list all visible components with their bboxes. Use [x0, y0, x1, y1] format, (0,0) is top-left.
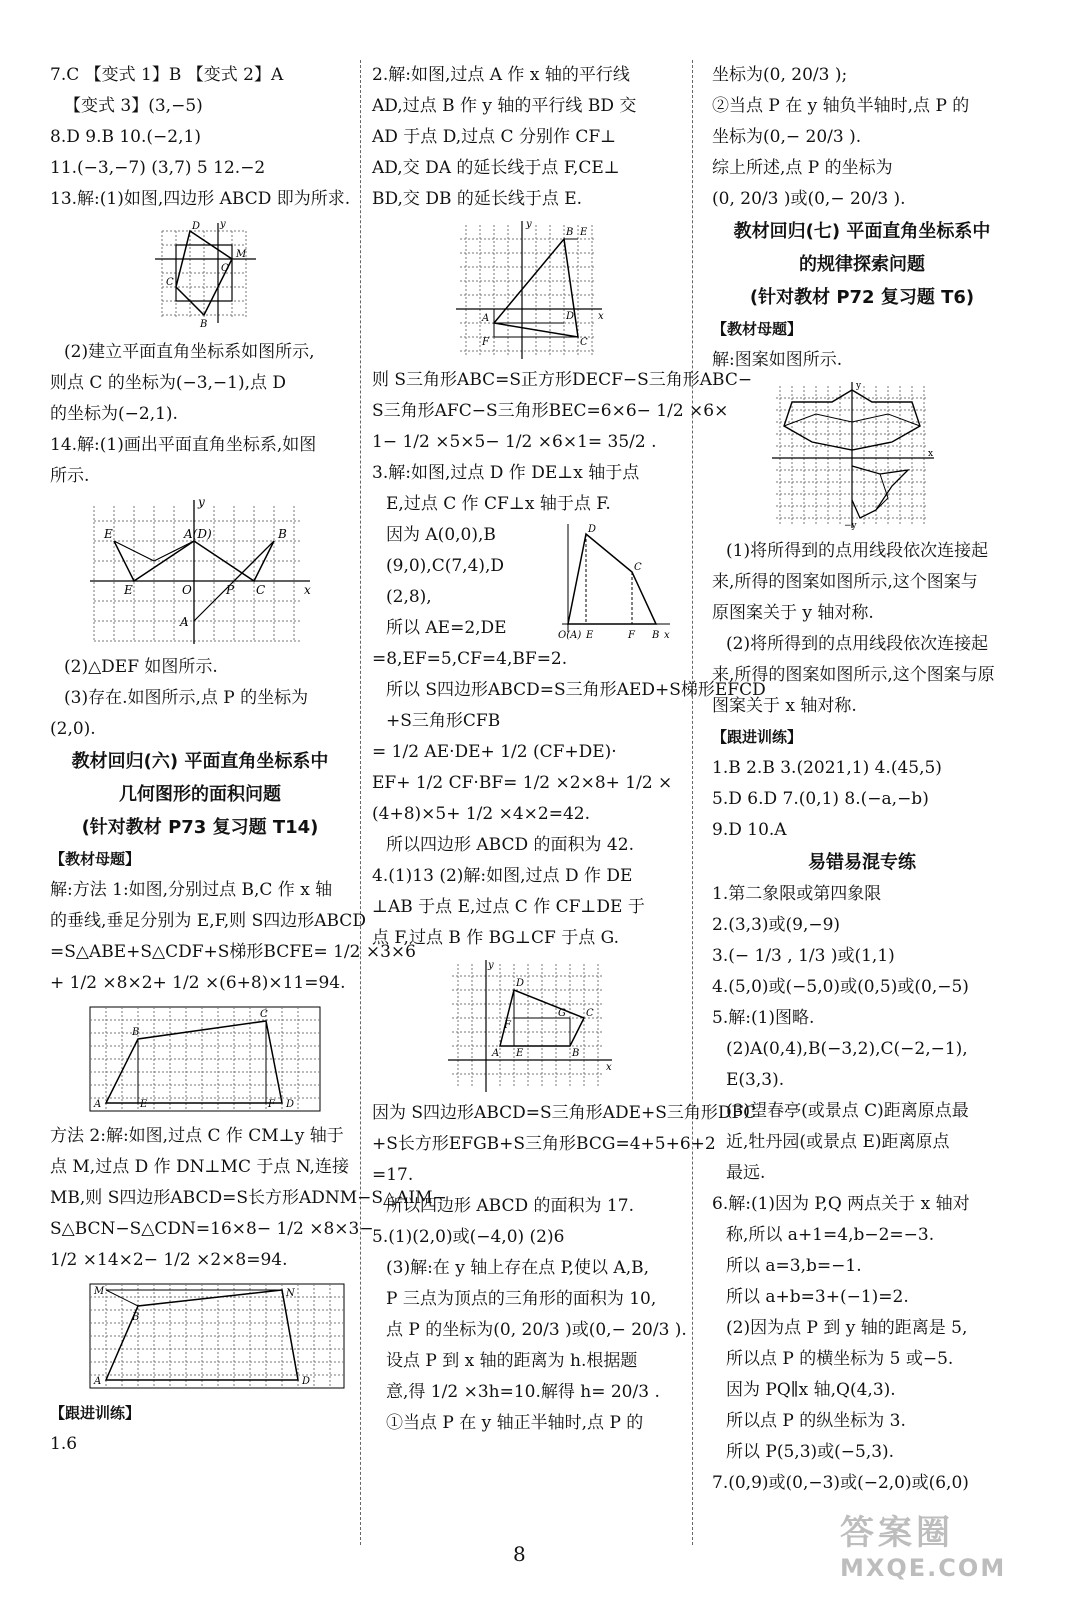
svg-text:M: M [94, 1286, 105, 1297]
answer-line: 7.(0,9)或(0,−3)或(−2,0)或(6,0) [712, 1473, 969, 1493]
answer-line: 5.(1)(2,0)或(−4,0) (2)6 [372, 1227, 565, 1247]
grid-figure-method2 [50, 1280, 350, 1392]
svg-text:F: F [628, 630, 635, 641]
answer-line: 点 P 的坐标为(0, 20/3 )或(0,− 20/3 ). [386, 1320, 687, 1340]
answer-line: 解:方法 1:如图,分别过点 B,C 作 x 轴 [50, 880, 333, 900]
answer-line: 则点 C 的坐标为(−3,−1),点 D [50, 373, 287, 393]
svg-text:C: C [634, 562, 642, 573]
answer-line: 因为 S四边形ABCD=S三角形ADE+S三角形DFC [372, 1103, 757, 1123]
answer-line: 4.(5,0)或(−5,0)或(0,5)或(0,−5) [712, 977, 969, 997]
answer-line: BD,交 DB 的延长线于点 E. [372, 189, 583, 209]
answer-line: 所以 a+b=3+(−1)=2. [726, 1287, 909, 1307]
answer-line: 因为 PQ∥x 轴,Q(4,3). [726, 1380, 896, 1400]
svg-text:E: E [580, 227, 588, 238]
svg-text:D: D [516, 978, 525, 989]
svg-text:G: G [558, 1008, 566, 1019]
answer-line: (3)望春亭(或景点 C)距离原点最 [726, 1101, 969, 1121]
svg-text:A: A [180, 615, 189, 629]
svg-text:E: E [140, 1099, 148, 1110]
svg-text:x: x [606, 1062, 612, 1073]
watermark-logo [840, 1505, 1006, 1582]
answer-line: AD,过点 B 作 y 轴的平行线 BD 交 [372, 96, 637, 116]
column-divider [360, 60, 362, 1545]
svg-text:B: B [278, 527, 287, 541]
answer-line: 原图案关于 y 轴对称. [712, 603, 874, 623]
answer-line: 坐标为(0,− 20/3 ). [712, 127, 862, 147]
answer-line: 图案关于 x 轴对称. [712, 696, 857, 716]
svg-text:C: C [260, 1009, 268, 1020]
answer-line: 所以 S四边形ABCD=S三角形AED+S梯形EFCD [386, 680, 766, 700]
answer-line: 所以点 P 的纵坐标为 3. [726, 1411, 906, 1431]
answer-line: ⊥AB 于点 E,过点 C 作 CF⊥DE 于 [372, 897, 645, 917]
svg-text:B: B [572, 1048, 580, 1059]
svg-text:E: E [586, 630, 594, 641]
svg-text:B: B [132, 1027, 140, 1038]
answer-line: =S△ABE+S△CDF+S梯形BCFE= 1/2 ×3×6 [50, 942, 416, 962]
svg-text:y: y [526, 219, 532, 230]
svg-text:A(D): A(D) [184, 527, 212, 541]
svg-text:y: y [488, 960, 494, 971]
answer-line: (2)因为点 P 到 y 轴的距离是 5, [726, 1318, 968, 1338]
answer-line: 称,所以 a+1=4,b−2=−3. [726, 1225, 935, 1245]
answer-line: 意,得 1/2 ×3h=10.解得 h= 20/3 . [386, 1382, 660, 1402]
svg-text:y: y [856, 381, 862, 391]
svg-text:D: D [286, 1099, 295, 1110]
answer-line: 【变式 3】(3,−5) [64, 96, 203, 116]
answer-line: 14.解:(1)画出平面直角坐标系,如图 [50, 435, 317, 455]
answer-line: S△BCN−S△CDN=16×8− 1/2 ×8×3− [50, 1219, 374, 1239]
answer-line: (2)A(0,4),B(−3,2),C(−2,−1), [726, 1039, 968, 1059]
answer-line: (0, 20/3 )或(0,− 20/3 ). [712, 189, 906, 209]
answer-line: E,过点 C 作 CF⊥x 轴于点 F. [386, 494, 611, 514]
section-heading: 易错易混专练 [808, 852, 916, 873]
grid-figure-q14 [50, 496, 350, 646]
grid-figure-method1 [50, 1003, 350, 1115]
answer-line: 所以 AE=2,DE [386, 618, 507, 638]
svg-text:x: x [664, 630, 670, 641]
svg-text:F: F [482, 337, 489, 348]
tag-label: 【跟进训练】 [712, 728, 803, 746]
svg-text:O: O [182, 583, 192, 597]
answer-line: 设点 P 到 x 轴的距离为 h.根据题 [386, 1351, 638, 1371]
grid-figure-q4 [372, 958, 678, 1092]
answer-line: 因为 A(0,0),B [386, 525, 496, 545]
answer-line: (1)将所得到的点用线段依次连接起 [726, 541, 989, 561]
answer-line: 所以四边形 ABCD 的面积为 42. [386, 835, 634, 855]
answer-line: (2,8), [386, 587, 432, 607]
watermark-site-text: MXQE.COM [840, 1554, 1007, 1582]
answer-line: (9,0),C(7,4),D [386, 556, 505, 576]
answer-line: (3)存在.如图所示,点 P 的坐标为 [64, 688, 309, 708]
answer-line: 点 M,过点 D 作 DN⊥MC 于点 N,连接 [50, 1157, 349, 1177]
answer-line: S三角形AFC−S三角形BEC=6×6− 1/2 ×6× [372, 401, 729, 421]
svg-text:E: E [516, 1048, 524, 1059]
answer-line: 坐标为(0, 20/3 ); [712, 65, 848, 85]
answer-line: ①当点 P 在 y 轴正半轴时,点 P 的 [386, 1413, 644, 1433]
grid-figure-q13 [50, 219, 350, 331]
svg-text:F: F [504, 1020, 511, 1031]
svg-text:O: O [221, 263, 230, 274]
svg-text:C: C [580, 337, 588, 348]
svg-text:C: C [586, 1008, 594, 1019]
tag-label: 【教材母题】 [50, 850, 141, 868]
answer-line: 2.(3,3)或(9,−9) [712, 915, 841, 935]
answer-line: P 三点为顶点的三角形的面积为 10, [386, 1289, 657, 1309]
svg-text:−y: −y [844, 521, 857, 531]
answer-line: 1.B 2.B 3.(2021,1) 4.(45,5) [712, 758, 942, 778]
answer-line: +S三角形CFB [386, 711, 501, 731]
answer-line: 9.D 10.A [712, 820, 787, 840]
answer-line: 方法 2:解:如图,过点 C 作 CM⊥y 轴于 [50, 1126, 344, 1146]
answer-line: 1.第二象限或第四象限 [712, 884, 882, 904]
answer-line: MB,则 S四边形ABCD=S长方形ADNM−S△AIM− [50, 1188, 447, 1208]
answer-line: 近,牡丹园(或景点 E)距离原点 [726, 1132, 950, 1152]
answer-line: 的坐标为(−2,1). [50, 404, 178, 424]
answer-line: (2,0). [50, 719, 96, 739]
answer-line: 1− 1/2 ×5×5− 1/2 ×6×1= 35/2 . [372, 432, 657, 452]
svg-text:B: B [652, 630, 660, 641]
answer-line: 13.解:(1)如图,四边形 ABCD 即为所求. [50, 189, 351, 209]
column-right [712, 60, 1012, 1499]
answer-line: (4+8)×5+ 1/2 ×4×2=42. [372, 804, 591, 824]
svg-text:F: F [268, 1099, 275, 1110]
answer-line: AD 于点 D,过点 C 分别作 CF⊥ [372, 127, 617, 147]
answer-line: (3)解:在 y 轴上存在点 P,使以 A,B, [386, 1258, 650, 1278]
answer-line: 1/2 ×14×2− 1/2 ×2×8=94. [50, 1250, 288, 1270]
answer-line: = 1/2 AE·DE+ 1/2 (CF+DE)· [372, 742, 617, 762]
section-heading: 教材回归(七) 平面直角坐标系中 [733, 221, 991, 242]
svg-text:E: E [124, 583, 133, 597]
svg-text:N: N [286, 1288, 295, 1299]
svg-text:A: A [492, 1048, 500, 1059]
answer-line: +S长方形EFGB+S三角形BCG=4+5+6+2 [372, 1134, 716, 1154]
svg-text:B: B [566, 227, 574, 238]
section-heading: 几何图形的面积问题 [119, 784, 281, 805]
column-divider [692, 60, 694, 1545]
answer-line: (2)将所得到的点用线段依次连接起 [726, 634, 989, 654]
tag-label: 【教材母题】 [712, 320, 803, 338]
answer-line: 点 F,过点 B 作 BG⊥CF 于点 G. [372, 928, 620, 948]
answer-line: 5.解:(1)图略. [712, 1008, 815, 1028]
svg-text:E: E [104, 527, 113, 541]
grid-figure-q2 [372, 219, 678, 359]
svg-text:O(A): O(A) [558, 630, 582, 641]
answer-line: 6.解:(1)因为 P,Q 两点关于 x 轴对 [712, 1194, 970, 1214]
answer-line: E(3,3). [726, 1070, 785, 1090]
answer-line: =17. [372, 1165, 414, 1185]
answer-line: 综上所述,点 P 的坐标为 [712, 158, 893, 178]
answer-line: 3.解:如图,过点 D 作 DE⊥x 轴于点 [372, 463, 640, 483]
answer-line: (2)建立平面直角坐标系如图所示, [64, 342, 315, 362]
section-subheading: (针对教材 P73 复习题 T14) [81, 817, 319, 838]
answer-line: 7.C 【变式 1】B 【变式 2】A [50, 65, 284, 85]
svg-text:y: y [220, 219, 226, 230]
svg-text:C: C [256, 583, 266, 597]
answer-line: 8.D 9.B 10.(−2,1) [50, 127, 201, 147]
svg-text:y: y [198, 495, 205, 509]
answer-line: 3.(− 1/3 , 1/3 )或(1,1) [712, 946, 895, 966]
page-number: 8 [513, 1542, 526, 1566]
svg-text:x: x [928, 449, 934, 459]
watermark-logo-text: 答案圈 [840, 1513, 954, 1553]
answer-line: 所以 a=3,b=−1. [726, 1256, 862, 1276]
svg-text:D: D [566, 311, 575, 322]
svg-text:C: C [166, 277, 174, 288]
answer-line: 2.解:如图,过点 A 作 x 轴的平行线 [372, 65, 630, 85]
answer-line: (2)△DEF 如图所示. [64, 657, 218, 677]
answer-line: 所示. [50, 466, 90, 486]
svg-text:B: B [132, 1312, 140, 1323]
answer-line: 4.(1)13 (2)解:如图,过点 D 作 DE [372, 866, 633, 886]
svg-text:x: x [598, 311, 604, 322]
section-subheading: (针对教材 P72 复习题 T6) [749, 287, 975, 308]
answer-line: 则 S三角形ABC=S正方形DECF−S三角形ABC− [372, 370, 753, 390]
answer-line: 5.D 6.D 7.(0,1) 8.(−a,−b) [712, 789, 929, 809]
answer-line: ②当点 P 在 y 轴负半轴时,点 P 的 [712, 96, 970, 116]
svg-text:A: A [94, 1099, 102, 1110]
svg-text:M: M [236, 249, 247, 260]
answer-line: 来,所得的图案如图所示,这个图案与 [712, 572, 978, 592]
svg-text:D: D [588, 524, 597, 535]
answer-line: AD,交 DA 的延长线于点 F,CE⊥ [372, 158, 620, 178]
grid-figure-pattern [712, 380, 1012, 530]
answer-line: 所以 P(5,3)或(−5,3). [726, 1442, 895, 1462]
svg-text:D: D [302, 1376, 311, 1387]
svg-text:x: x [304, 583, 311, 597]
q3-block [372, 520, 678, 644]
answer-line: 所以四边形 ABCD 的面积为 17. [386, 1196, 634, 1216]
answer-line: 来,所得的图案如图所示,这个图案与原 [712, 665, 995, 685]
answer-line: =8,EF=5,CF=4,BF=2. [372, 649, 568, 669]
tag-label: 【跟进训练】 [50, 1404, 141, 1422]
answer-line: EF+ 1/2 CF·BF= 1/2 ×2×8+ 1/2 × [372, 773, 673, 793]
section-heading: 教材回归(六) 平面直角坐标系中 [71, 751, 329, 772]
answer-line: 所以点 P 的横坐标为 5 或−5. [726, 1349, 954, 1369]
svg-text:P: P [226, 583, 235, 597]
svg-text:D: D [192, 221, 201, 232]
answer-line: 1.6 [50, 1434, 78, 1454]
answer-line: 11.(−3,−7) (3,7) 5 12.−2 [50, 158, 266, 178]
section-heading: 的规律探索问题 [799, 254, 925, 275]
answer-line: 最远. [726, 1163, 766, 1183]
answer-line: 的垂线,垂足分别为 E,F,则 S四边形ABCD [50, 911, 366, 931]
svg-text:B: B [200, 319, 208, 330]
answer-line: 解:图案如图所示. [712, 350, 843, 370]
svg-text:A: A [482, 313, 490, 324]
figure-q3 [556, 520, 674, 642]
svg-text:A: A [94, 1376, 102, 1387]
answer-line: + 1/2 ×8×2+ 1/2 ×(6+8)×11=94. [50, 973, 346, 993]
